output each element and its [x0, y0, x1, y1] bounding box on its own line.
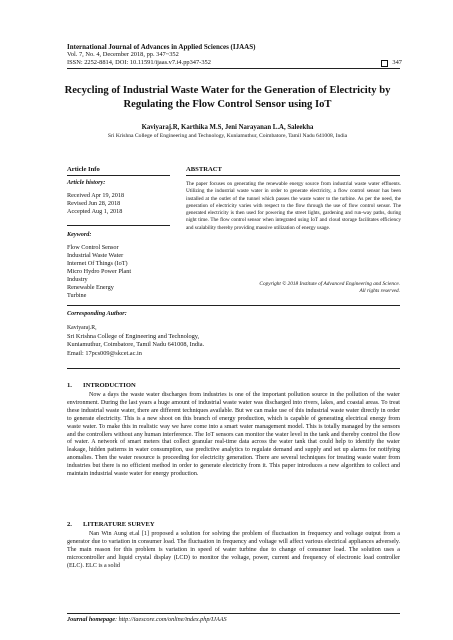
page-number-block — [381, 59, 402, 67]
history-received: Received Apr 19, 2018 — [67, 192, 125, 199]
literature-survey-body: Nan Win Aung et.al [1] proposed a solution for solving the problem of fluctuation in frequency and voltage output from a generator due to variation in consumer load. The fluctuation in frequency and voltage will affect various electrical appliances adversely. The main reason for this problem is variation in speed of water turbine due to change of consumer load. The solution uses a microcontroller and liquid crystal display (LCD) to monitor the voltage, power, current and frequency of electronic load controller (ELC). ELC is a solid — [67, 531, 400, 569]
history-rule — [67, 225, 170, 226]
corresponding-email: Email: 17pcs009@skcet.ac.in — [67, 350, 142, 358]
square-icon — [381, 60, 388, 67]
section-number: 1. — [67, 382, 72, 389]
section-heading-literature-survey — [67, 521, 155, 529]
paper-title: Recycling of Industrial Waste Water for the Generation of Electricity by Regulating the Flow Control Sensor using IoT — [64, 85, 391, 110]
volume-line: Vol. 7, No. 4, December 2018, pp. 347~352 — [67, 51, 179, 58]
section-number: 2. — [67, 521, 72, 528]
keyword-item: Industry — [67, 276, 88, 283]
copyright-notice — [186, 281, 400, 295]
copyright-line: Copyright © 2018 Institute of Advanced Engineering and Science. — [259, 281, 400, 287]
keyword-item: Internet Of Things (IoT) — [67, 260, 128, 267]
corresponding-details — [67, 324, 204, 359]
info-bottom-rule — [67, 305, 400, 306]
section-heading-introduction — [67, 382, 136, 390]
introduction-body: Now a days the waste water discharges from industries is one of the important pollution source in the pollution of the water environment. During the last years a huge amount of industrial waste water was discharged into rivers, lakes, and coastal areas. To treat these industrial waste water, there are different techniques available. But we can make use of this industrial waste water directly in order to generate electricity. This is a new shoot on this branch of energy production, which is capable of generating electrical energy from waste water. To make this in realistic way we have come into a smart water management model. This is totally managed by the sensors and the controllers without any human interference. The IoT sensors can monitor the water level in the tank and thereby control the flow of water. A network of smart meters that collect granular real-time data across the water tank that could help to identify the water leakage, hidden patterns in water consumption, use predictive analytics to regulate demand and supply and set up alarms for notifying anomalies. Then the water resource is proceeding for electricity generation. There are several techniques for treating waste water from industries but there is no efficient method in order to generate electricity from it. This paper introduces a new algorithm to collect and maintain industrial waste water for energy production. — [67, 392, 400, 478]
keyword-list — [67, 244, 131, 300]
author-list: Kaviyaraj.R, Karthika M.S, Jeni Narayanan L.A, Saleekha — [141, 124, 314, 131]
keyword-item: Industrial Waste Water — [67, 252, 124, 259]
section-title: INTRODUCTION — [83, 382, 136, 389]
footer-rule — [67, 613, 400, 614]
section-title: LITERATURE SURVEY — [83, 521, 155, 528]
keyword-item: Micro Hydro Power Plant — [67, 268, 132, 275]
history-heading: Article history: — [67, 179, 106, 186]
article-info-heading: Article Info — [67, 166, 100, 173]
page-number: 347 — [392, 59, 402, 66]
issn-line: ISSN: 2252-8814, DOI: 10.11591/ijaas.v7.i4.pp347-352 — [67, 59, 211, 66]
history-accepted: Accepted Aug 1, 2018 — [67, 208, 123, 215]
history-list — [67, 192, 124, 216]
homepage-label: Journal homepage — [67, 616, 115, 623]
corresponding-institution: Sri Krishna College of Engineering and Technology, — [67, 332, 200, 340]
abstract-text: The paper focuses on generating the renewable energy source from industrial waste water effluents. Utilizing the industrial waste water in order to generate electricity, a flow control sensor has been installed at the outlet of the tunnel which passes the waste water to the turbine. As per the need, the generation of electricity varies with respect to the flow through the use of flow control sensor. The generated electricity is then used for powering the street lights, gardening and run-way paths, during night time. The flow control sensor when integrated using IoT and cloud storage facilitates efficiency and scalability thereby providing massive utilization of energy usage. — [186, 181, 401, 231]
history-revised: Revised Jun 28, 2018 — [67, 200, 121, 207]
corresponding-heading: Corresponding Author: — [67, 310, 127, 317]
abstract-rule — [186, 175, 400, 176]
journal-footer — [67, 616, 400, 624]
journal-header — [67, 43, 402, 67]
keyword-item: Turbine — [67, 292, 87, 299]
article-info-rule — [67, 175, 170, 176]
keyword-item: Flow Control Sensor — [67, 244, 119, 251]
journal-name: International Journal of Advances in Applied Sciences (IJAAS) — [67, 43, 256, 51]
homepage-url[interactable]: : http://iaescore.com/online/index.php/IJAAS — [114, 616, 227, 623]
header-rule — [67, 68, 400, 69]
affiliation: Sri Krishna College of Engineering and Technology, Kuniamuthur, Coimbatore, Tamil Nadu 641008, India — [107, 133, 348, 139]
keyword-heading: Keyword: — [67, 231, 92, 238]
abstract-heading: ABSTRACT — [186, 166, 222, 173]
rights-line: All rights reserved. — [359, 288, 400, 295]
keyword-item: Renewable Energy — [67, 284, 114, 291]
corresponding-address: Kuniamuthur, Coimbatore, Tamil Nadu 641008, India. — [67, 341, 205, 349]
corresponding-name: Kaviyaraj.R, — [67, 325, 97, 331]
corresponding-rule — [67, 368, 400, 369]
issn-row — [67, 59, 402, 67]
